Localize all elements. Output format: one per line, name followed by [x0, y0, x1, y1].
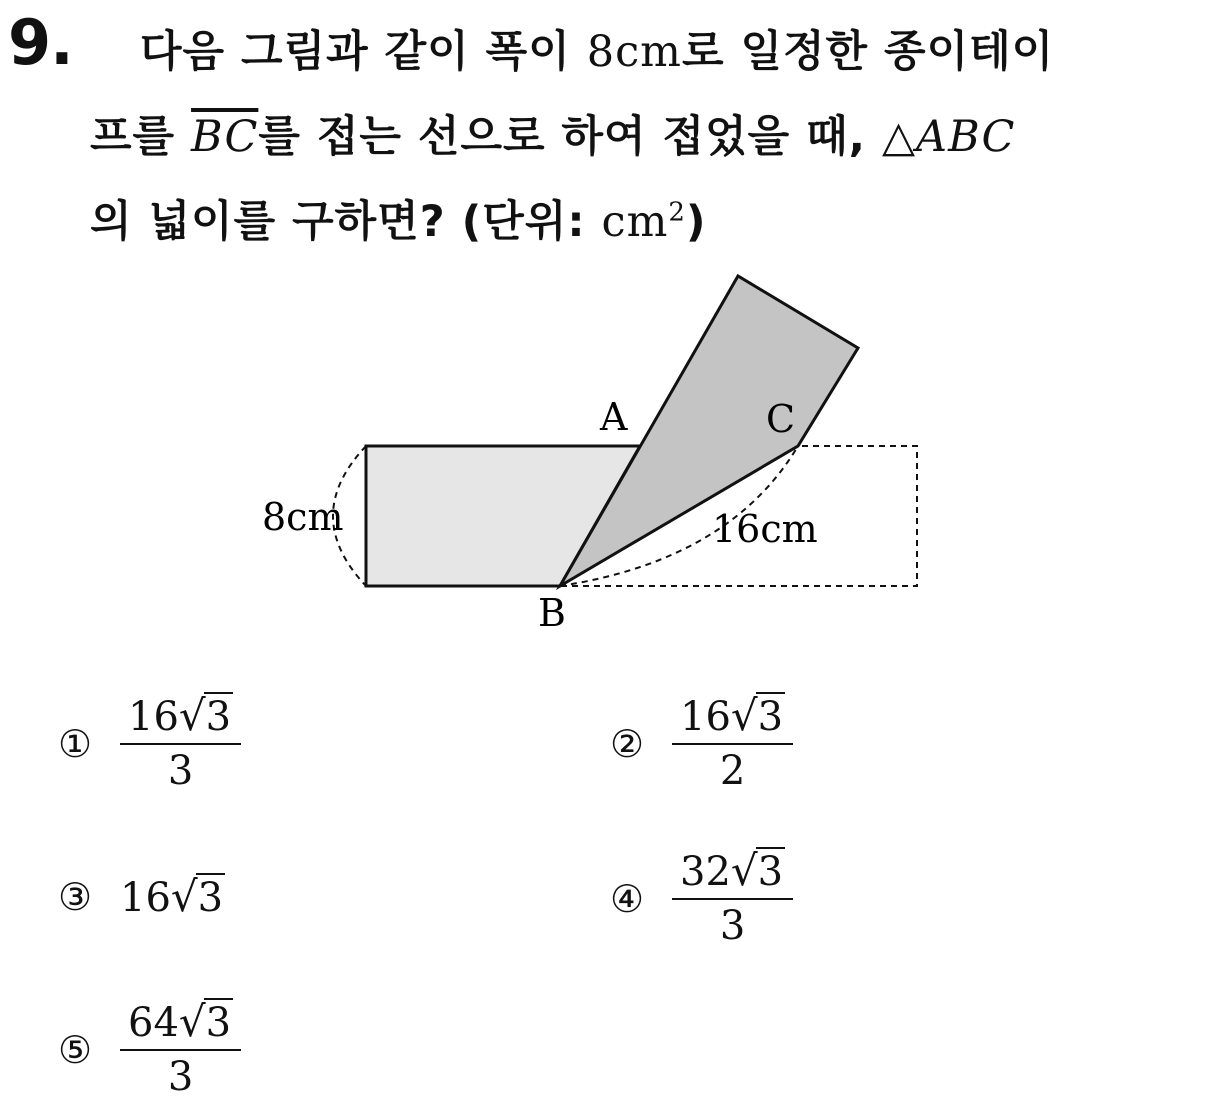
expression [120, 872, 225, 921]
numerator-coefficient: 16 [128, 694, 179, 740]
width-label: 8cm [262, 495, 344, 539]
question-text: 로 일정한 종이테이 [681, 27, 1055, 77]
choice-3[interactable] [58, 872, 225, 921]
numerator-coefficient: 32 [680, 849, 731, 895]
triangle-abc: △ABC [881, 112, 1016, 162]
question-text: 의 넓이를 구하면? (단위: [90, 197, 602, 247]
question-text: ) [685, 197, 707, 247]
numerator-coefficient: 64 [128, 1000, 179, 1046]
radicand: 3 [205, 1000, 232, 1046]
choice-marker: ⑤ [58, 1027, 93, 1072]
radicand: 3 [757, 849, 784, 895]
choice-5[interactable] [58, 996, 241, 1103]
choice-4[interactable] [610, 845, 793, 952]
radicand: 3 [757, 694, 784, 740]
unit-exponent: 2 [668, 197, 686, 228]
length-label: 16cm [712, 507, 818, 551]
unit: cm [601, 197, 669, 247]
question-number: 9. [8, 6, 73, 79]
choice-1[interactable] [58, 690, 241, 797]
denominator: 3 [719, 903, 746, 949]
segment-bc: $\overline{BC}$ [191, 112, 259, 162]
radicand: 3 [205, 694, 232, 740]
choice-marker: ④ [610, 876, 645, 921]
coefficient: 16 [120, 875, 171, 921]
sqrt-symbol: √3 [730, 691, 784, 740]
question-text: 를 접는 선으로 하여 접었을 때, [258, 112, 882, 162]
width-value: 8cm [586, 27, 682, 77]
denominator: 3 [167, 748, 194, 794]
denominator: 3 [167, 1054, 194, 1100]
choice-2[interactable] [610, 690, 793, 797]
sqrt-symbol: √3 [178, 691, 232, 740]
numerator-coefficient: 16 [680, 694, 731, 740]
fraction [672, 845, 793, 952]
point-c-label: C [766, 397, 796, 441]
sqrt-symbol: √3 [730, 846, 784, 895]
choice-marker: ① [58, 721, 93, 766]
fraction [672, 690, 793, 797]
question-text: 프를 [90, 112, 192, 162]
sqrt-symbol: √3 [170, 872, 224, 921]
question-text: 다음 그림과 같이 폭이 [140, 27, 587, 77]
denominator: 2 [719, 748, 746, 794]
choice-marker: ② [610, 721, 645, 766]
sqrt-symbol: √3 [178, 997, 232, 1046]
point-b-label: B [538, 591, 566, 635]
fraction [120, 690, 241, 797]
radicand: 3 [197, 875, 224, 921]
choice-marker: ③ [58, 874, 93, 919]
point-a-label: A [600, 395, 628, 439]
fraction [120, 996, 241, 1103]
